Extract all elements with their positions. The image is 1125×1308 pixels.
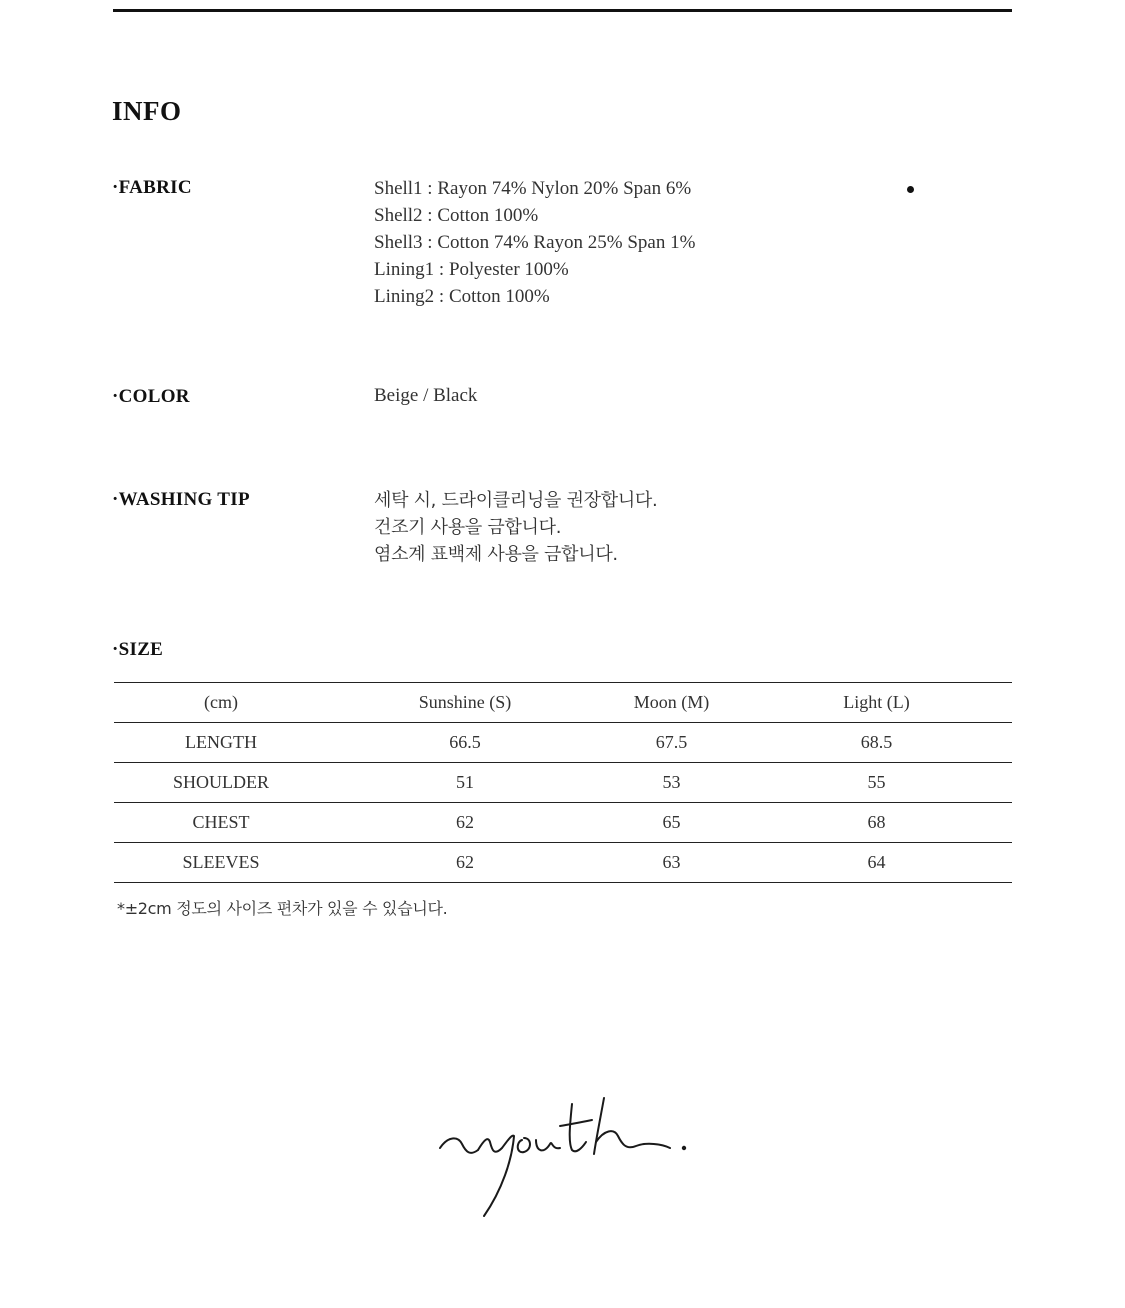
table-cell: 55 [741,763,1012,803]
column-header: (cm) [114,683,328,723]
table-cell: 63 [602,843,741,883]
column-header: Light (L) [741,683,1012,723]
info-heading: INFO [112,96,182,126]
table-row [114,803,1012,843]
table-row [114,843,1012,883]
row-label: SLEEVES [114,843,328,883]
fabric-line: Lining1 : Polyester 100% [374,259,569,280]
table-cell: 62 [328,843,602,883]
table-cell: 65 [602,803,741,843]
bullet-dot [907,186,914,193]
youth-signature-logo [432,1090,696,1225]
table-cell: 68 [741,803,1012,843]
row-label: SHOULDER [114,763,328,803]
table-cell: 62 [328,803,602,843]
table-cell: 64 [741,843,1012,883]
size-deviation-note: *±2cm 정도의 사이즈 편차가 있을 수 있습니다. [117,899,448,918]
table-row [114,723,1012,763]
color-value [374,382,477,409]
top-divider [113,9,1012,12]
washing-tip-line: 염소계 표백제 사용을 금합니다. [374,544,618,565]
row-label: LENGTH [114,723,328,763]
table-cell: 68.5 [741,723,1012,763]
fabric-line: Shell2 : Cotton 100% [374,205,539,226]
fabric-value [374,175,695,310]
column-header: Moon (M) [602,683,741,723]
washing-tip-label: ·WASHING TIP [112,489,250,510]
fabric-line: Shell3 : Cotton 74% Rayon 25% Span 1% [374,232,696,253]
color-label: ·COLOR [112,386,190,407]
table-cell: 53 [602,763,741,803]
table-header-row [114,683,1012,723]
size-label: ·SIZE [112,639,164,660]
washing-tip-line: 세탁 시, 드라이클리닝을 권장합니다. [374,490,658,511]
size-table [114,682,1012,883]
fabric-line: Lining2 : Cotton 100% [374,286,550,307]
table-cell: 51 [328,763,602,803]
table-row [114,763,1012,803]
fabric-line: Shell1 : Rayon 74% Nylon 20% Span 6% [374,178,692,199]
row-label: CHEST [114,803,328,843]
washing-tip-line: 건조기 사용을 금합니다. [374,517,562,538]
color-text: Beige / Black [374,385,478,406]
table-cell: 66.5 [328,723,602,763]
table-cell: 67.5 [602,723,741,763]
column-header: Sunshine (S) [328,683,602,723]
fabric-label: ·FABRIC [112,177,192,198]
washing-tip-value [374,487,657,568]
